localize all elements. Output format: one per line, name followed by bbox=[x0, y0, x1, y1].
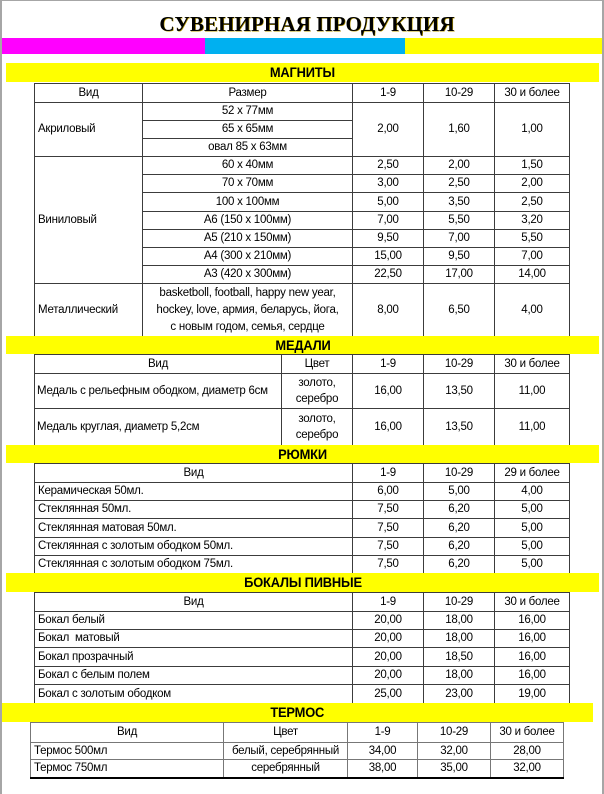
price-29-plus-cell: 5,00 bbox=[495, 556, 570, 574]
header-qty-1-9: 1-9 bbox=[353, 355, 424, 374]
table-row bbox=[35, 648, 570, 667]
table-header-row bbox=[35, 464, 570, 483]
table-row bbox=[35, 483, 570, 501]
price-30-plus-cell: 3,20 bbox=[495, 212, 570, 230]
header-size: Размер bbox=[143, 84, 353, 103]
header-qty-1-9: 1-9 bbox=[348, 723, 418, 743]
header-color: Цвет bbox=[282, 355, 353, 374]
shot-glasses-table bbox=[34, 463, 570, 574]
size-line: basketboll, football, happy new year, bbox=[159, 286, 336, 299]
color-cell bbox=[282, 374, 353, 409]
table-row bbox=[35, 409, 570, 446]
header-qty-30-plus: 30 и более bbox=[491, 723, 564, 743]
size-cell: 52 x 77мм bbox=[143, 103, 353, 121]
table-row bbox=[35, 519, 570, 538]
price-1-9-cell: 8,00 bbox=[353, 284, 424, 337]
color-line: серебро bbox=[295, 429, 339, 441]
price-1-9-cell: 34,00 bbox=[348, 743, 418, 760]
price-30-plus-cell: 1,00 bbox=[495, 103, 570, 157]
price-1-9-cell: 16,00 bbox=[353, 409, 424, 446]
thermos-table bbox=[30, 722, 564, 779]
price-10-29-cell: 2,50 bbox=[424, 175, 495, 193]
price-10-29-cell: 1,60 bbox=[424, 103, 495, 157]
header-qty-30-plus: 30 и более bbox=[495, 84, 570, 103]
price-30-plus-cell: 2,50 bbox=[495, 193, 570, 212]
price-30-plus-cell: 16,00 bbox=[495, 612, 570, 630]
price-10-29-cell: 7,00 bbox=[424, 230, 495, 248]
price-29-plus-cell: 5,00 bbox=[495, 538, 570, 556]
name-cell: Стеклянная матовая 50мл. bbox=[35, 519, 353, 538]
color-bar-magenta bbox=[2, 38, 205, 54]
price-29-plus-cell: 5,00 bbox=[495, 519, 570, 538]
name-cell: Стеклянная 50мл. bbox=[35, 501, 353, 519]
price-10-29-cell: 18,50 bbox=[424, 648, 495, 667]
size-line: hockey, love, армия, беларусь, йога, bbox=[156, 303, 339, 316]
table-row bbox=[31, 760, 564, 778]
price-30-plus-cell: 11,00 bbox=[495, 374, 570, 409]
beer-glasses-table bbox=[34, 592, 570, 704]
section-heading-magnets bbox=[6, 63, 599, 82]
price-1-9-cell: 2,00 bbox=[353, 103, 424, 157]
size-cell: 65 x 65мм bbox=[143, 121, 353, 139]
price-10-29-cell: 6,20 bbox=[424, 519, 495, 538]
price-30-plus-cell: 2,00 bbox=[495, 175, 570, 193]
table-row bbox=[35, 538, 570, 556]
name-cell: Бокал прозрачный bbox=[35, 648, 353, 667]
price-10-29-cell: 9,50 bbox=[424, 248, 495, 266]
price-1-9-cell: 7,50 bbox=[353, 556, 424, 574]
price-10-29-cell: 18,00 bbox=[424, 630, 495, 648]
magnets-table bbox=[34, 83, 570, 337]
size-cell: 100 x 100мм bbox=[143, 193, 353, 212]
size-cell: овал 85 x 63мм bbox=[143, 139, 353, 157]
name-cell: Стеклянная с золотым ободком 75мл. bbox=[35, 556, 353, 574]
header-qty-10-29: 10-29 bbox=[424, 84, 495, 103]
price-1-9-cell: 7,00 bbox=[353, 212, 424, 230]
name-cell: Термос 750мл bbox=[31, 760, 224, 778]
header-type: Вид bbox=[31, 723, 224, 743]
header-type: Вид bbox=[35, 464, 353, 483]
color-bar-yellow bbox=[405, 38, 602, 54]
price-10-29-cell: 13,50 bbox=[424, 374, 495, 409]
price-30-plus-cell: 28,00 bbox=[491, 743, 564, 760]
price-10-29-cell: 3,50 bbox=[424, 193, 495, 212]
price-10-29-cell: 5,00 bbox=[424, 483, 495, 501]
size-cell bbox=[143, 284, 353, 337]
price-10-29-cell: 32,00 bbox=[418, 743, 491, 760]
name-cell: Бокал с золотым ободком bbox=[35, 685, 353, 704]
price-30-plus-cell: 7,00 bbox=[495, 248, 570, 266]
price-29-plus-cell: 5,00 bbox=[495, 501, 570, 519]
price-10-29-cell: 18,00 bbox=[424, 667, 495, 685]
page-title: СУВЕНИРНАЯ ПРОДУКЦИЯ bbox=[159, 12, 455, 36]
header-qty-10-29: 10-29 bbox=[424, 464, 495, 483]
table-row bbox=[35, 374, 570, 409]
header-type: Вид bbox=[35, 593, 353, 612]
name-cell: Бокал с белым полем bbox=[35, 667, 353, 685]
price-1-9-cell: 15,00 bbox=[353, 248, 424, 266]
header-qty-29-plus: 29 и более bbox=[495, 464, 570, 483]
price-1-9-cell: 25,00 bbox=[353, 685, 424, 704]
type-cell: Виниловый bbox=[35, 157, 143, 284]
price-1-9-cell: 6,00 bbox=[353, 483, 424, 501]
name-cell: Стеклянная с золотым ободком 50мл. bbox=[35, 538, 353, 556]
price-1-9-cell: 3,00 bbox=[353, 175, 424, 193]
header-color: Цвет bbox=[224, 723, 348, 743]
name-cell: Бокал белый bbox=[35, 612, 353, 630]
size-cell: А6 (150 x 100мм) bbox=[143, 212, 353, 230]
table-header-row bbox=[31, 723, 564, 743]
table-row bbox=[35, 685, 570, 704]
price-1-9-cell: 22,50 bbox=[353, 266, 424, 284]
header-qty-10-29: 10-29 bbox=[424, 593, 495, 612]
table-header-row bbox=[35, 593, 570, 612]
name-cell: Медаль с рельефным ободком, диаметр 6см bbox=[35, 374, 282, 409]
section-heading-medals bbox=[6, 336, 599, 354]
color-cell: белый, серебрянный bbox=[224, 743, 348, 760]
header-qty-1-9: 1-9 bbox=[353, 84, 424, 103]
price-1-9-cell: 20,00 bbox=[353, 612, 424, 630]
color-cell bbox=[282, 409, 353, 446]
color-line: золото, bbox=[298, 413, 336, 425]
price-30-plus-cell: 11,00 bbox=[495, 409, 570, 446]
price-1-9-cell: 7,50 bbox=[353, 519, 424, 538]
price-1-9-cell: 2,50 bbox=[353, 157, 424, 175]
size-line: с новым годом, семья, сердце bbox=[170, 320, 325, 333]
header-qty-10-29: 10-29 bbox=[418, 723, 491, 743]
table-row bbox=[35, 612, 570, 630]
header-qty-1-9: 1-9 bbox=[353, 593, 424, 612]
table-row bbox=[35, 284, 570, 337]
size-cell: А5 (210 x 150мм) bbox=[143, 230, 353, 248]
price-1-9-cell: 38,00 bbox=[348, 760, 418, 778]
section-heading-text: БОКАЛЫ ПИВНЫЕ bbox=[243, 574, 362, 590]
price-30-plus-cell: 19,00 bbox=[495, 685, 570, 704]
price-10-29-cell: 17,00 bbox=[424, 266, 495, 284]
header-qty-30-plus: 30 и более bbox=[495, 593, 570, 612]
table-header-row bbox=[35, 84, 570, 103]
size-cell: 60 x 40мм bbox=[143, 157, 353, 175]
price-10-29-cell: 35,00 bbox=[418, 760, 491, 778]
price-29-plus-cell: 4,00 bbox=[495, 483, 570, 501]
section-heading-shot-glasses bbox=[6, 445, 599, 463]
price-30-plus-cell: 1,50 bbox=[495, 157, 570, 175]
price-10-29-cell: 23,00 bbox=[424, 685, 495, 704]
price-30-plus-cell: 14,00 bbox=[495, 266, 570, 284]
price-30-plus-cell: 4,00 bbox=[495, 284, 570, 337]
price-10-29-cell: 5,50 bbox=[424, 212, 495, 230]
medals-table bbox=[34, 354, 570, 446]
size-cell: А3 (420 x 300мм) bbox=[143, 266, 353, 284]
color-bar-cyan bbox=[205, 38, 405, 54]
section-heading-text: РЮМКИ bbox=[278, 446, 327, 462]
table-header-row bbox=[35, 355, 570, 374]
price-1-9-cell: 5,00 bbox=[353, 193, 424, 212]
color-line: золото, bbox=[298, 377, 336, 389]
price-1-9-cell: 16,00 bbox=[353, 374, 424, 409]
price-30-plus-cell: 32,00 bbox=[491, 760, 564, 778]
price-10-29-cell: 2,00 bbox=[424, 157, 495, 175]
price-10-29-cell: 13,50 bbox=[424, 409, 495, 446]
price-10-29-cell: 18,00 bbox=[424, 612, 495, 630]
table-row bbox=[31, 743, 564, 760]
type-cell: Металлический bbox=[35, 284, 143, 337]
type-cell: Акриловый bbox=[35, 103, 143, 157]
price-10-29-cell: 6,20 bbox=[424, 538, 495, 556]
price-30-plus-cell: 16,00 bbox=[495, 630, 570, 648]
header-qty-30-plus: 30 и более bbox=[495, 355, 570, 374]
table-row bbox=[35, 667, 570, 685]
size-cell: А4 (300 x 210мм) bbox=[143, 248, 353, 266]
name-cell: Керамическая 50мл. bbox=[35, 483, 353, 501]
price-10-29-cell: 6,20 bbox=[424, 556, 495, 574]
price-30-plus-cell: 16,00 bbox=[495, 648, 570, 667]
name-cell: Бокал матовый bbox=[35, 630, 353, 648]
name-cell: Термос 500мл bbox=[31, 743, 224, 760]
header-qty-10-29: 10-29 bbox=[424, 355, 495, 374]
price-1-9-cell: 7,50 bbox=[353, 501, 424, 519]
color-cell: серебрянный bbox=[224, 760, 348, 778]
section-heading-text: МЕДАЛИ bbox=[274, 337, 331, 353]
price-1-9-cell: 9,50 bbox=[353, 230, 424, 248]
price-10-29-cell: 6,20 bbox=[424, 501, 495, 519]
price-30-plus-cell: 16,00 bbox=[495, 667, 570, 685]
price-1-9-cell: 20,00 bbox=[353, 667, 424, 685]
section-heading-beer-glasses bbox=[6, 573, 599, 592]
price-30-plus-cell: 5,50 bbox=[495, 230, 570, 248]
section-heading-thermos bbox=[2, 703, 593, 722]
table-row bbox=[35, 556, 570, 574]
color-line: серебро bbox=[295, 393, 339, 405]
price-10-29-cell: 6,50 bbox=[424, 284, 495, 337]
header-qty-1-9: 1-9 bbox=[353, 464, 424, 483]
table-row bbox=[35, 103, 570, 121]
header-type: Вид bbox=[35, 355, 282, 374]
name-cell: Медаль круглая, диаметр 5,2см bbox=[35, 409, 282, 446]
size-cell: 70 x 70мм bbox=[143, 175, 353, 193]
table-row bbox=[35, 157, 570, 175]
price-1-9-cell: 20,00 bbox=[353, 648, 424, 667]
table-row bbox=[35, 501, 570, 519]
section-heading-text: МАГНИТЫ bbox=[269, 64, 336, 80]
price-1-9-cell: 20,00 bbox=[353, 630, 424, 648]
price-1-9-cell: 7,50 bbox=[353, 538, 424, 556]
header-type: Вид bbox=[35, 84, 143, 103]
table-row bbox=[35, 630, 570, 648]
section-heading-text: ТЕРМОС bbox=[270, 704, 325, 720]
